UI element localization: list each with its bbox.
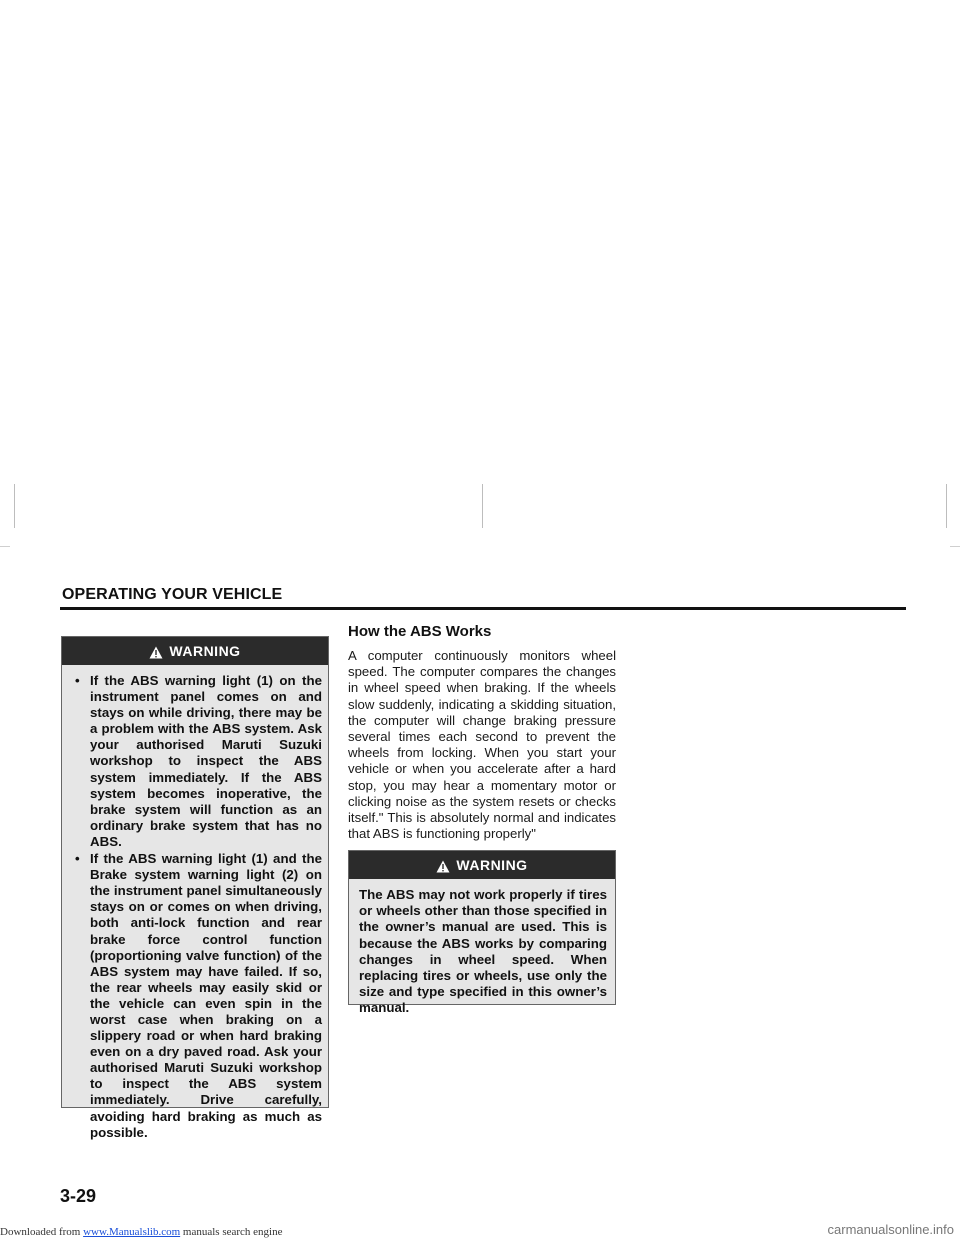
warning-triangle-icon <box>149 646 163 659</box>
crop-mark <box>946 484 947 528</box>
warning-box-left <box>61 636 329 1140</box>
section-title: How the ABS Works <box>348 623 492 640</box>
page-header: OPERATING YOUR VEHICLE <box>62 586 283 603</box>
header-divider <box>60 607 906 610</box>
warning-label: WARNING <box>456 857 528 873</box>
footer-suffix: manuals search engine <box>180 1226 283 1238</box>
warning-label: WARNING <box>169 643 241 659</box>
footer-prefix: Downloaded from <box>0 1226 84 1238</box>
download-footer <box>0 1226 282 1238</box>
warning-triangle-icon <box>436 860 450 873</box>
warning-header <box>62 637 328 665</box>
crop-mark <box>14 484 15 528</box>
warning-box-right <box>348 850 616 1016</box>
page-number: 3-29 <box>60 1186 97 1206</box>
watermark: carmanualsonline.info <box>827 1222 954 1237</box>
warning-header <box>349 851 615 879</box>
crop-mark <box>950 546 960 547</box>
section-body: A computer continuously monitors wheel speed. The computer compares the changes in wheel speed when braking. If the wheels slow suddenly, indicating a skidding situation, the computer will change braking pressure several times each second to prevent the wheels from locking. When you start your vehicle or when you accelerate after a hard stop, you may hear a momentary motor or clicking noise as the system resets or checks itself." This is absolutely normal and indicates that ABS is functioning properly" <box>348 648 616 842</box>
list-item: • If the ABS warning light (1) on the instrument panel comes on and stays on while driving, there may be a problem with the ABS system. Ask your authorised Maruti Suzuki workshop to inspect the ABS system immediately. If the ABS system becomes inoperative, the brake system will function as an ordinary brake system that has no ABS. <box>75 673 322 849</box>
list-item: • If the ABS warning light (1) and the Brake system warning light (2) on the instrument panel simultaneously stays on or comes on when driving, both anti-lock function and rear brake force control function (proportioning valve function) of the ABS system may have failed. If so, the rear wheels may easily skid or the vehicle can even spin in the worst case when braking on a slippery road or when hard braking even on a dry paved road. Ask your authorised Maruti Suzuki workshop to inspect the ABS system immediately. Drive carefully, avoiding hard braking as much as possible. <box>75 851 322 1140</box>
warning-text: The ABS may not work properly if tires or wheels other than those specified in the owner’s manual are used. This is because the ABS works by comparing changes in wheel speed. When replacing tires or wheels, use only the size and type specified in this owner’s manual. <box>359 887 607 1016</box>
crop-mark <box>0 546 10 547</box>
crop-mark <box>482 484 483 528</box>
manualslib-link[interactable]: www.Manualslib.com <box>83 1226 181 1238</box>
warning-list <box>62 665 328 1150</box>
